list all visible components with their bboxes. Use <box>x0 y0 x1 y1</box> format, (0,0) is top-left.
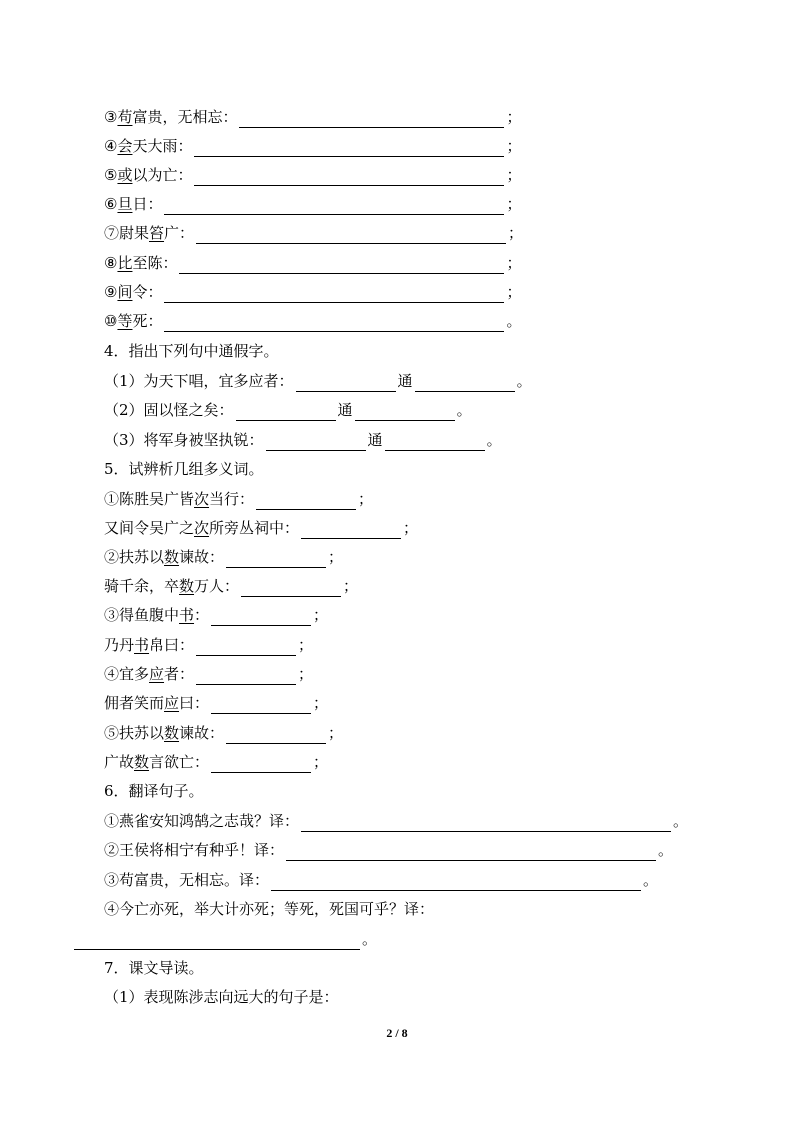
answer-blank[interactable] <box>271 874 641 891</box>
answer-blank[interactable] <box>236 404 336 421</box>
q7-heading: 7．课文导读。 <box>104 959 204 977</box>
answer-blank[interactable] <box>241 580 341 597</box>
q6-item-4: ④今亡亦死，举大计亦死；等死，死国可乎？译： <box>104 900 435 918</box>
page-number: 2 / 8 <box>386 1026 408 1040</box>
answer-blank[interactable] <box>196 227 506 244</box>
answer-blank[interactable] <box>211 756 311 773</box>
q6-item-4-answer: 。 <box>72 928 377 950</box>
q5-item: 乃丹 书 帛曰： ； <box>104 636 314 654</box>
answer-blank[interactable] <box>211 697 311 714</box>
q3-item-8: ⑧ 比 至陈： ； <box>104 254 522 272</box>
answer-blank[interactable] <box>301 815 671 832</box>
answer-blank[interactable] <box>179 257 504 274</box>
q6-item-1: ①燕雀安知鸿鹄之志哉？译： 。 <box>104 812 689 830</box>
answer-blank[interactable] <box>164 315 504 332</box>
q7-item-1: （1）表现陈涉志向远大的句子是： <box>104 988 339 1006</box>
q4-item-2: （2）固以怪之矣： 通 。 <box>104 401 472 419</box>
answer-blank[interactable] <box>226 727 326 744</box>
answer-blank[interactable] <box>211 609 311 626</box>
answer-blank[interactable] <box>164 198 504 215</box>
q6-heading: 6．翻译句子。 <box>104 782 204 800</box>
answer-blank[interactable] <box>296 375 396 392</box>
q3-item-9: ⑨ 间 令： ； <box>104 283 522 301</box>
q5-item: 又间令吴广之 次 所旁丛祠中： ； <box>104 519 419 537</box>
answer-blank[interactable] <box>385 434 485 451</box>
q5-item: ②扶苏以 数 谏故： ； <box>104 548 344 566</box>
answer-blank[interactable] <box>164 286 504 303</box>
answer-blank[interactable] <box>226 551 326 568</box>
q4-heading: 4．指出下列句中通假字。 <box>104 342 279 360</box>
q5-item: ①陈胜吴广皆 次 当行： ； <box>104 490 374 508</box>
q3-item-5: ⑤ 或 以为亡： ； <box>104 166 522 184</box>
q6-item-3: ③苟富贵，无相忘。译： 。 <box>104 871 659 889</box>
q3-item-3: ③ 苟 富贵，无相忘： ； <box>104 108 522 126</box>
q5-heading: 5．试辨析几组多义词。 <box>104 460 264 478</box>
q3-item-7: ⑦尉果 笞 广： ； <box>104 224 524 242</box>
q4-item-1: （1）为天下唱，宜多应者： 通 。 <box>104 372 532 390</box>
answer-blank[interactable] <box>194 169 504 186</box>
answer-blank[interactable] <box>256 493 356 510</box>
answer-blank[interactable] <box>286 844 656 861</box>
answer-blank[interactable] <box>239 111 504 128</box>
answer-blank[interactable] <box>301 522 401 539</box>
q4-item-3: （3）将军身被坚执锐： 通 。 <box>104 431 502 449</box>
q3-item-10: ⑩ 等 死： 。 <box>104 312 522 330</box>
q5-item: ③得鱼腹中 书 ： ； <box>104 606 329 624</box>
answer-blank[interactable] <box>74 933 360 950</box>
answer-blank[interactable] <box>355 404 455 421</box>
answer-blank[interactable] <box>266 434 366 451</box>
q3-item-6: ⑥ 旦 日： ； <box>104 195 522 213</box>
q5-item: ⑤扶苏以 数 谏故： ； <box>104 724 344 742</box>
q5-item: 佣者笑而 应 曰： ； <box>104 694 329 712</box>
answer-blank[interactable] <box>194 140 504 157</box>
answer-blank[interactable] <box>196 639 296 656</box>
q5-item: 骑千余，卒 数 万人： ； <box>104 577 359 595</box>
answer-blank[interactable] <box>415 375 515 392</box>
answer-blank[interactable] <box>196 668 296 685</box>
q3-item-4: ④ 会 天大雨： ； <box>104 137 522 155</box>
q5-item: 广故 数 言欲亡： ； <box>104 753 329 771</box>
q6-item-2: ②王侯将相宁有种乎！译： 。 <box>104 841 674 859</box>
q5-item: ④宜多 应 者： ； <box>104 665 314 683</box>
